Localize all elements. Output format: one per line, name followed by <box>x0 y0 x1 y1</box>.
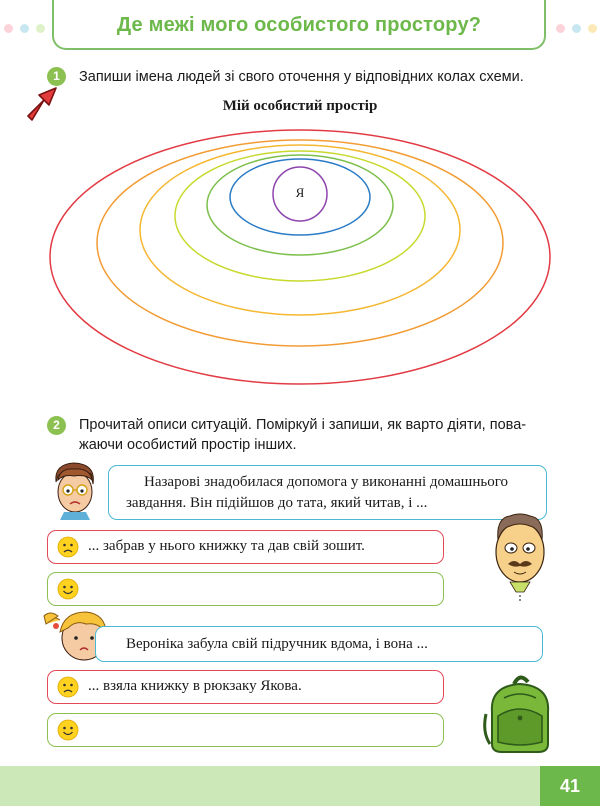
task2-line2: жаючи особистий простір інших. <box>79 437 297 453</box>
boy-avatar <box>46 460 104 520</box>
wrong-answer-2-text: ... взяла книжку в рюкзаку Якова. <box>88 678 302 694</box>
task1-instruction: Запиши імена людей зі свого оточення у відповідних колах схеми. <box>79 69 524 85</box>
situation-1-text <box>126 472 546 514</box>
ring-4 <box>175 151 425 281</box>
center-label: Я <box>295 185 305 200</box>
sad-face-icon <box>57 536 79 558</box>
situation-2-text: Вероніка забула свій підручник вдома, і вона ... <box>126 636 428 652</box>
scheme-title: Мій особистий простір <box>222 98 378 114</box>
page-title: Де межі мого особистого простору? <box>116 14 482 36</box>
situation-1-line1: Назарові знадобилася допомога у виконанні домашнього <box>144 474 508 490</box>
task2-line1: Прочитай описи ситуацій. Поміркуй і запиши, як варто діяти, пова- <box>79 417 527 433</box>
smile-face-icon <box>57 578 79 600</box>
smile-face-icon <box>57 719 79 741</box>
footer-bar <box>0 766 600 806</box>
sad-face-icon <box>57 676 79 698</box>
ring-3 <box>207 155 393 255</box>
backpack-icon <box>480 672 560 756</box>
answer-field-1[interactable] <box>47 572 444 606</box>
task-number-2: 2 <box>47 416 66 435</box>
task-number-1: 1 <box>47 67 66 86</box>
page-number: 41 <box>540 766 600 806</box>
personal-space-scheme <box>0 125 600 390</box>
father-avatar <box>484 510 556 602</box>
situation-1-line2: завдання. Він підійшов до тата, який читав, і ... <box>126 495 428 511</box>
ring-5 <box>140 145 460 315</box>
wrong-answer-1-text: ... забрав у нього книжку та дав свій зошит. <box>88 538 365 554</box>
task2-instruction <box>79 415 589 455</box>
answer-field-2[interactable] <box>47 713 444 747</box>
